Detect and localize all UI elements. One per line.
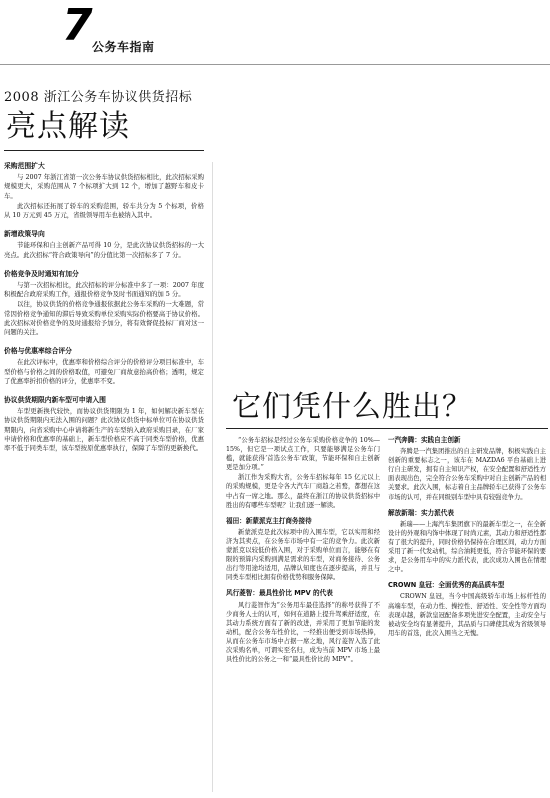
body-paragraph: 浙江作为采购大省，公务车招标每年 15 亿元以上的采购规模，更是令各大汽车厂商趋之若鹜，都想在这中占有一席之地。那么，最终在浙江的协议供货招标中胜出的有哪些车型呢？让我们逐一解读。 xyxy=(226,474,380,509)
section-heading: 价格竞争及时通知有加分 xyxy=(4,269,79,278)
article-kicker: 2008 浙江公务车协议供货招标 xyxy=(4,90,193,105)
section-heading: 价格与优惠率综合评分 xyxy=(4,347,72,356)
column-divider xyxy=(212,162,213,792)
section-heading: CROWN 皇冠：全面优秀的高品质车型 xyxy=(388,581,505,590)
feature-body-column-1 xyxy=(226,436,380,665)
feature-body-column-2 xyxy=(388,436,546,639)
article-body-left xyxy=(4,162,204,454)
section-heading: 采购范围扩大 xyxy=(4,162,45,170)
section-heading: 福田：新蒙派克主打商务接待 xyxy=(226,516,312,525)
feature-title: 它们凭什么胜出？ xyxy=(232,389,473,423)
section-heading: 风行菱智：最具性价比 MPV 的代表 xyxy=(226,589,333,598)
body-paragraph: 奔腾是一汽集团推出的自主研发品牌，积极实践自主创新的重要标志之一，该车在 MAZDA6 平台基础上进行自主研发，拥有自主知识产权，在安全配置和舒适性方面表现出色，完全符合公务车采购中对自主创新产品的相关要求。此次入围，标志着自主品牌轿车已获得了公务车市场的认可，并在同级别车型中具有较强竞争力。 xyxy=(388,448,546,501)
body-paragraph: 在此次评标中，优惠率和价格综合评分的价格评分项目标准中，车型价格与价格之间的价格取值，可避免厂商故意抬高价格；透明，规定了优惠率折扣价格的评分，优惠率不变。 xyxy=(4,358,204,385)
body-paragraph: CROWN 皇冠，当今中国高级轿车市场上标杆性的高端车型，在动力性、操控性、舒适性、安全性等方面均表现卓越，新款皇冠配备多项先进安全配置，主动安全与被动安全均有显著提升，其品质与口碑使其成为省级领导用车的首选，此次入围当之无愧。 xyxy=(388,593,546,637)
body-paragraph: 与第一次招标相比，此次招标的评分标准中多了一项：2007 年度积极配合政府采购工作，通报价格竞争及时书面通知的加 5 分。 xyxy=(4,281,204,299)
body-paragraph: “公务车招标是经过公务车采购价格竞争的 10%—15%，但它是一项试点工作，只要能够满足公务车门槛，就能获得‘首选公务车’政策，节能环保和自主创新更是加分项。” xyxy=(226,437,380,472)
body-paragraph: 风行菱智作为“公务用车最佳选择”的称号获得了不少商务人士的认可，如何在道路上提升驾乘舒适度，在其动力系统方面有了新的改进，并采用了更加节能的发动机，配合公务车性价比，一经推出便受到市场热捧，从而在公务车市场中占据一席之地，风行菱智入选了此次采购名单，可谓实至名归，成为当前 MPV 市场上最具性价比的公务之一和“最具性价比的 MPV”。 xyxy=(226,601,380,664)
section-heading: 一汽奔腾：实践自主创新 xyxy=(388,436,461,444)
page-number: 7 xyxy=(62,0,93,51)
body-paragraph: 新瑞——上海汽车集团旗下的最新车型之一，在全新设计的外观和内饰中体现了时尚元素，其动力和舒适性都有了很大的提升，同时价格仍保持在合理区间，动力方面采用了新一代发动机，综合油耗更低，符合节能环保的要求，是公务用车中的实力派代表，此次成功入围也在情理之中。 xyxy=(388,520,546,574)
body-paragraph: 此次招标还拓展了轿车的采购范围，轿车共分为 5 个标项，价格从 10 万元到 45 万元，省级领导用车也被纳入其中。 xyxy=(4,201,204,220)
title-divider xyxy=(4,150,204,151)
body-paragraph: 车型更新换代较快，而协议供货期限为 1 年，如何解决新车型在协议供货期限内无法入围的问题？此次协议供货中标单位可在协议供货期限内，向省采购中心申请将新生产的车型纳入政府采购目录，在厂家申请价格和优惠率的基础上，新车型价格应不高于同类车型价格，优惠率不低于同类车型，该车型按原优惠率执行，保障了车型的更新换代。 xyxy=(4,407,204,453)
section-heading: 解放新瑞：实力派代表 xyxy=(388,508,454,517)
body-paragraph: 以往，协议供货的价格竞争通报依据此公务车采购的一大难题，常常因价格竞争通知的滞后导致采购单位采购实际价格要高于协议价格。此次招标对价格竞争的及时通报给予加分，将有效督促投标厂商对这一问题的关注。 xyxy=(4,300,204,337)
section-heading: 新增政策导向 xyxy=(4,230,45,239)
header-divider xyxy=(0,64,550,65)
body-paragraph: 节能环保和自主创新产品可得 10 分，是此次协议供货招标的一大亮点。此次招标“符合政策导向”的分值比第一次招标多了 7 分。 xyxy=(4,241,204,259)
article-title: 亮点解读 xyxy=(6,109,130,144)
section-name: 公务车指南 xyxy=(92,40,155,54)
feature-title-divider xyxy=(226,428,548,429)
body-paragraph: 与 2007 年浙江省第一次公务车协议供货招标相比，此次招标采购规模更大，采购范围从 7 个标项扩大到 12 个，增加了越野车和皮卡车。 xyxy=(4,173,204,200)
body-paragraph: 新蒙派克是此次标项中的入围车型，它以实用和经济为其卖点，在公务车市场中有一定的竞争力。此次新蒙派克以较低价格入围，对于采购单位而言，能够在有限的预算内采购到满足需求的车型，对商务接待、公务出行等用途均适用，品牌认知度也在逐步提高，并且与同类车型相比拥有价格优势和服务保障。 xyxy=(226,528,380,582)
section-heading: 协议供货期限内新车型可申请入围 xyxy=(4,396,106,405)
